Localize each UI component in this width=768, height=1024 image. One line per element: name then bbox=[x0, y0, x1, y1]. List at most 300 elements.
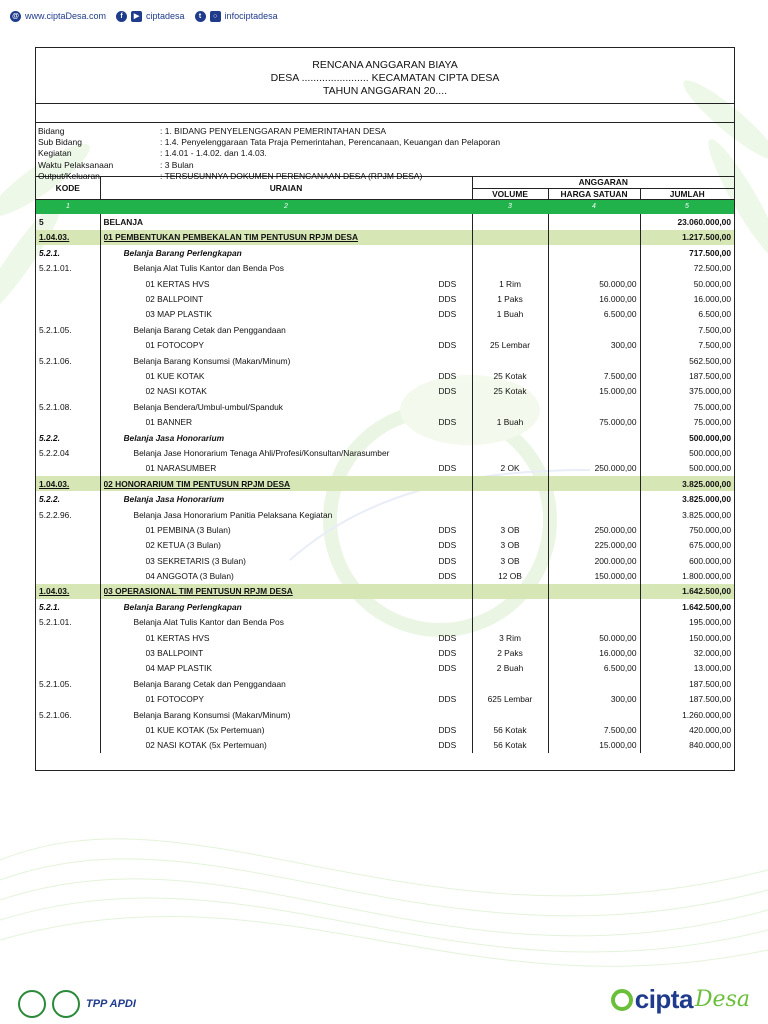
table-row bbox=[36, 722, 734, 737]
cell-jumlah: 840.000,00 bbox=[640, 738, 734, 753]
cell-uraian bbox=[100, 599, 472, 614]
cell-kode: 5.2.1.01. bbox=[39, 617, 72, 628]
cell-volume bbox=[472, 245, 548, 260]
cell-uraian bbox=[100, 630, 472, 645]
cell-volume bbox=[472, 445, 548, 460]
cell-harga: 250.000,00 bbox=[548, 461, 640, 476]
cell-uraian bbox=[100, 276, 472, 291]
cell-kode: 5.2.2. bbox=[39, 494, 60, 505]
cell-jumlah: 16.000,00 bbox=[640, 291, 734, 306]
cell-uraian bbox=[100, 522, 472, 537]
cell-harga: 16.000,00 bbox=[548, 645, 640, 660]
cell-harga: 50.000,00 bbox=[548, 630, 640, 645]
cell-harga: 300,00 bbox=[548, 692, 640, 707]
table-row bbox=[36, 599, 734, 614]
uraian-text: Belanja Barang Perlengkapan bbox=[123, 601, 242, 612]
header-village: DESA ....................... KECAMATAN CIPTA DESA bbox=[270, 72, 500, 84]
cell-uraian bbox=[100, 430, 472, 445]
cell-harga bbox=[548, 707, 640, 722]
table-row bbox=[36, 707, 734, 722]
info-value: : 1.4.01 - 1.4.02. dan 1.4.03. bbox=[160, 148, 267, 159]
cell-jumlah: 420.000,00 bbox=[640, 722, 734, 737]
cell-uraian bbox=[100, 353, 472, 368]
cell-uraian bbox=[100, 291, 472, 306]
cell-uraian bbox=[100, 645, 472, 660]
funding-source: DDS bbox=[438, 386, 457, 397]
cell-volume: 56 Kotak bbox=[472, 738, 548, 753]
budget-table bbox=[36, 177, 734, 753]
cell-kode bbox=[36, 522, 100, 537]
cell-uraian bbox=[100, 707, 472, 722]
social-links-bar bbox=[10, 9, 284, 23]
uraian-text: 04 ANGGOTA (3 Bulan) bbox=[145, 571, 234, 582]
cell-harga bbox=[548, 507, 640, 522]
leaf-icon bbox=[611, 989, 633, 1011]
cell-volume: 56 Kotak bbox=[472, 722, 548, 737]
uraian-text: 01 PEMBENTUKAN PEMBEKALAN TIM PENTUSUN RPJM DESA bbox=[103, 232, 359, 243]
cell-harga: 250.000,00 bbox=[548, 522, 640, 537]
cell-harga bbox=[548, 430, 640, 445]
funding-source: DDS bbox=[438, 309, 457, 320]
cell-kode bbox=[36, 307, 100, 322]
cell-kode bbox=[36, 461, 100, 476]
uraian-text: 01 BANNER bbox=[145, 417, 193, 428]
cell-jumlah: 600.000,00 bbox=[640, 553, 734, 568]
cell-uraian bbox=[100, 214, 472, 229]
cell-volume bbox=[472, 707, 548, 722]
cell-jumlah: 75.000,00 bbox=[640, 399, 734, 414]
partner-logos bbox=[18, 990, 136, 1018]
cell-uraian bbox=[100, 414, 472, 429]
cell-jumlah: 75.000,00 bbox=[640, 414, 734, 429]
cell-volume bbox=[472, 353, 548, 368]
uraian-text: 01 FOTOCOPY bbox=[145, 694, 204, 705]
uraian-text: Belanja Bendera/Umbul-umbul/Spanduk bbox=[133, 401, 283, 412]
cell-jumlah: 1.800.000,00 bbox=[640, 568, 734, 583]
col-volume: VOLUME bbox=[472, 188, 548, 199]
funding-source: DDS bbox=[438, 555, 457, 566]
funding-source: DDS bbox=[438, 632, 457, 643]
cell-kode bbox=[36, 692, 100, 707]
info-key: Bidang bbox=[38, 126, 65, 136]
cell-harga bbox=[548, 245, 640, 260]
funding-source: DDS bbox=[438, 524, 457, 535]
cell-uraian bbox=[100, 338, 472, 353]
cell-jumlah: 500.000,00 bbox=[640, 430, 734, 445]
funding-source bbox=[439, 263, 469, 273]
cell-volume: 1 Buah bbox=[472, 414, 548, 429]
table-row bbox=[36, 338, 734, 353]
funding-source bbox=[439, 402, 469, 412]
table-row bbox=[36, 384, 734, 399]
cell-harga bbox=[548, 676, 640, 691]
uraian-text: Belanja Barang Cetak dan Penggandaan bbox=[133, 324, 286, 335]
cell-harga: 7.500,00 bbox=[548, 722, 640, 737]
cell-volume: 1 Rim bbox=[472, 276, 548, 291]
table-row bbox=[36, 430, 734, 445]
cell-harga: 200.000,00 bbox=[548, 553, 640, 568]
cell-kode bbox=[36, 291, 100, 306]
cell-uraian bbox=[100, 738, 472, 753]
funding-source: DDS bbox=[438, 648, 457, 659]
cell-jumlah: 7.500,00 bbox=[640, 338, 734, 353]
funding-source: DDS bbox=[438, 340, 457, 351]
col-index: 5 bbox=[640, 199, 734, 214]
uraian-text: 01 NARASUMBER bbox=[145, 463, 217, 474]
uraian-text: 04 MAP PLASTIK bbox=[145, 663, 212, 674]
cell-volume bbox=[472, 584, 548, 599]
info-row bbox=[38, 160, 734, 171]
cell-volume: 625 Lembar bbox=[472, 692, 548, 707]
cell-kode bbox=[36, 368, 100, 383]
funding-source: DDS bbox=[438, 740, 457, 751]
cell-kode bbox=[36, 722, 100, 737]
info-key: Kegiatan bbox=[38, 148, 72, 159]
cell-harga: 15.000,00 bbox=[548, 738, 640, 753]
cell-uraian bbox=[100, 676, 472, 691]
cell-kode: 5.2.2. bbox=[39, 432, 60, 443]
info-key: Output/Keluaran bbox=[38, 170, 100, 181]
cell-volume bbox=[472, 322, 548, 337]
cell-volume: 3 OB bbox=[472, 538, 548, 553]
cell-harga bbox=[548, 615, 640, 630]
cell-jumlah: 187.500,00 bbox=[640, 368, 734, 383]
government-seal-icon bbox=[18, 990, 46, 1018]
table-row bbox=[36, 291, 734, 306]
cell-uraian bbox=[100, 661, 472, 676]
cell-kode bbox=[36, 338, 100, 353]
uraian-text: Belanja Jase Honorarium Tenaga Ahli/Profesi/Konsultan/Narasumber bbox=[133, 447, 390, 458]
funding-source: DDS bbox=[438, 294, 457, 305]
twitter-icon[interactable]: t bbox=[195, 11, 206, 22]
uraian-text: Belanja Barang Perlengkapan bbox=[123, 247, 242, 258]
cell-kode: 5.2.1.06. bbox=[39, 709, 72, 720]
cell-kode: 1.04.03. bbox=[36, 476, 100, 491]
cell-kode: 1.04.03. bbox=[36, 230, 100, 245]
uraian-text: Belanja Barang Cetak dan Penggandaan bbox=[133, 678, 286, 689]
cell-harga: 15.000,00 bbox=[548, 384, 640, 399]
cell-volume bbox=[472, 430, 548, 445]
cell-kode bbox=[36, 630, 100, 645]
funding-source bbox=[439, 479, 469, 489]
info-key: Waktu Pelaksanaan bbox=[38, 159, 114, 170]
cell-jumlah: 675.000,00 bbox=[640, 538, 734, 553]
info-row bbox=[38, 171, 734, 182]
cell-kode: 5.2.1.06. bbox=[39, 355, 72, 366]
col-index: 2 bbox=[100, 199, 472, 214]
document-header bbox=[36, 48, 734, 104]
cell-jumlah: 6.500,00 bbox=[640, 307, 734, 322]
cell-volume: 2 OK bbox=[472, 461, 548, 476]
uraian-text: Belanja Alat Tulis Kantor dan Benda Pos bbox=[133, 263, 284, 274]
cell-harga bbox=[548, 599, 640, 614]
cell-kode bbox=[36, 538, 100, 553]
table-row bbox=[36, 476, 734, 491]
table-row bbox=[36, 245, 734, 260]
cell-uraian bbox=[100, 507, 472, 522]
cell-volume bbox=[472, 399, 548, 414]
table-row bbox=[36, 230, 734, 245]
uraian-text: 01 KUE KOTAK bbox=[145, 370, 205, 381]
cell-jumlah: 750.000,00 bbox=[640, 522, 734, 537]
cell-jumlah: 1.642.500,00 bbox=[640, 599, 734, 614]
table-row bbox=[36, 676, 734, 691]
cell-uraian bbox=[100, 368, 472, 383]
cell-kode bbox=[36, 276, 100, 291]
funding-source bbox=[439, 248, 469, 258]
table-row bbox=[36, 568, 734, 583]
cell-volume: 12 OB bbox=[472, 568, 548, 583]
instagram-icon[interactable]: ○ bbox=[210, 11, 221, 22]
col-anggaran: ANGGARAN bbox=[472, 177, 734, 188]
funding-source bbox=[439, 433, 469, 443]
cell-uraian bbox=[100, 322, 472, 337]
cell-uraian bbox=[100, 307, 472, 322]
col-index: 1 bbox=[36, 199, 100, 214]
cell-harga: 225.000,00 bbox=[548, 538, 640, 553]
uraian-text: 03 OPERASIONAL TIM PENTUSUN RPJM DESA bbox=[103, 586, 293, 597]
funding-source bbox=[439, 617, 469, 627]
info-row bbox=[38, 137, 734, 148]
cell-kode: 1.04.03. bbox=[36, 584, 100, 599]
cell-volume bbox=[472, 214, 548, 229]
cell-uraian bbox=[100, 615, 472, 630]
cell-kode: 5.2.1.08. bbox=[39, 401, 72, 412]
cell-kode: 5.2.1.01. bbox=[39, 263, 72, 274]
brand-word: cipta bbox=[634, 984, 693, 1014]
cell-harga: 75.000,00 bbox=[548, 414, 640, 429]
funding-source: DDS bbox=[438, 724, 457, 735]
table-row bbox=[36, 307, 734, 322]
cell-volume: 2 Buah bbox=[472, 661, 548, 676]
funding-source: DDS bbox=[438, 463, 457, 474]
col-uraian: URAIAN bbox=[100, 177, 472, 199]
uraian-text: 01 KERTAS HVS bbox=[145, 632, 210, 643]
info-key: Sub Bidang bbox=[38, 137, 82, 148]
cell-jumlah: 7.500,00 bbox=[640, 322, 734, 337]
cell-volume bbox=[472, 599, 548, 614]
table-row bbox=[36, 522, 734, 537]
cell-jumlah: 3.825.000,00 bbox=[640, 476, 734, 491]
table-row bbox=[36, 692, 734, 707]
cell-uraian bbox=[100, 461, 472, 476]
table-row bbox=[36, 507, 734, 522]
uraian-text: 02 KETUA (3 Bulan) bbox=[145, 540, 221, 551]
cell-volume: 1 Buah bbox=[472, 307, 548, 322]
uraian-text: Belanja Barang Konsumsi (Makan/Minum) bbox=[133, 355, 291, 366]
cell-volume: 3 Rim bbox=[472, 630, 548, 645]
cell-volume: 3 OB bbox=[472, 522, 548, 537]
cell-jumlah: 562.500,00 bbox=[640, 353, 734, 368]
brand-desa: Desa bbox=[694, 987, 750, 1012]
rab-document bbox=[35, 47, 735, 771]
funding-source: DDS bbox=[438, 540, 457, 551]
info-value: : 3 Bulan bbox=[160, 159, 194, 170]
uraian-text: 02 NASI KOTAK bbox=[145, 386, 207, 397]
cell-volume bbox=[472, 476, 548, 491]
cell-jumlah: 1.260.000,00 bbox=[640, 707, 734, 722]
cell-volume bbox=[472, 491, 548, 506]
cell-harga bbox=[548, 353, 640, 368]
table-row bbox=[36, 414, 734, 429]
uraian-text: 02 NASI KOTAK (5x Pertemuan) bbox=[145, 740, 267, 751]
info-value: : TERSUSUNNYA DOKUMEN PERENCANAAN DESA (RPJM DESA) bbox=[160, 170, 423, 181]
cell-jumlah: 13.000,00 bbox=[640, 661, 734, 676]
table-row bbox=[36, 353, 734, 368]
cell-kode bbox=[36, 414, 100, 429]
header-year: TAHUN ANGGARAN 20.... bbox=[322, 85, 448, 97]
facebook-handle[interactable]: ciptadesa bbox=[146, 11, 185, 21]
cell-kode: 5.2.1. bbox=[39, 247, 60, 258]
cell-jumlah: 187.500,00 bbox=[640, 676, 734, 691]
cell-harga: 150.000,00 bbox=[548, 568, 640, 583]
cell-kode: 5 bbox=[39, 217, 44, 228]
cell-uraian bbox=[100, 245, 472, 260]
youtube-icon[interactable]: ▶ bbox=[131, 11, 142, 22]
header-spacer bbox=[36, 104, 734, 123]
globe-icon: @ bbox=[10, 11, 21, 22]
cell-volume: 25 Kotak bbox=[472, 384, 548, 399]
table-row bbox=[36, 538, 734, 553]
cell-uraian bbox=[100, 230, 472, 245]
uraian-text: 01 KERTAS HVS bbox=[145, 278, 210, 289]
table-row bbox=[36, 615, 734, 630]
col-index: 4 bbox=[548, 199, 640, 214]
uraian-text: 01 PEMBINA (3 Bulan) bbox=[145, 524, 231, 535]
cell-uraian bbox=[100, 399, 472, 414]
funding-source bbox=[439, 356, 469, 366]
table-row bbox=[36, 322, 734, 337]
table-row bbox=[36, 630, 734, 645]
cell-jumlah: 3.825.000,00 bbox=[640, 491, 734, 506]
cell-uraian bbox=[100, 692, 472, 707]
facebook-icon[interactable]: f bbox=[116, 11, 127, 22]
uraian-text: 02 BALLPOINT bbox=[145, 294, 204, 305]
cell-jumlah: 3.825.000,00 bbox=[640, 507, 734, 522]
funding-source bbox=[439, 448, 469, 458]
cell-uraian bbox=[100, 445, 472, 460]
col-harga: HARGA SATUAN bbox=[548, 188, 640, 199]
cell-harga bbox=[548, 476, 640, 491]
uraian-text: 03 MAP PLASTIK bbox=[145, 309, 212, 320]
funding-source bbox=[439, 494, 469, 504]
cell-harga bbox=[548, 322, 640, 337]
table-row bbox=[36, 445, 734, 460]
table-row bbox=[36, 645, 734, 660]
cell-volume: 3 OB bbox=[472, 553, 548, 568]
cell-harga bbox=[548, 445, 640, 460]
cell-harga bbox=[548, 261, 640, 276]
table-row bbox=[36, 584, 734, 599]
column-index-row bbox=[36, 199, 734, 214]
cell-volume: 2 Paks bbox=[472, 645, 548, 660]
funding-source bbox=[439, 325, 469, 335]
social-handle[interactable]: infociptadesa bbox=[224, 11, 278, 21]
cell-harga bbox=[548, 584, 640, 599]
uraian-text: 01 KUE KOTAK (5x Pertemuan) bbox=[145, 724, 265, 735]
cell-harga: 6.500,00 bbox=[548, 661, 640, 676]
cell-harga bbox=[548, 399, 640, 414]
uraian-text: Belanja Jasa Honorarium bbox=[123, 432, 225, 443]
funding-source bbox=[439, 586, 469, 596]
col-jumlah: JUMLAH bbox=[640, 188, 734, 199]
cell-harga bbox=[548, 230, 640, 245]
uraian-text: BELANJA bbox=[103, 217, 144, 228]
cell-volume bbox=[472, 615, 548, 630]
info-row bbox=[38, 148, 734, 159]
table-row bbox=[36, 553, 734, 568]
cell-volume bbox=[472, 676, 548, 691]
cell-jumlah: 1.217.500,00 bbox=[640, 230, 734, 245]
cell-harga: 16.000,00 bbox=[548, 291, 640, 306]
funding-source bbox=[439, 679, 469, 689]
cell-jumlah: 500.000,00 bbox=[640, 461, 734, 476]
table-row bbox=[36, 214, 734, 229]
website-link[interactable]: www.ciptaDesa.com bbox=[25, 11, 107, 21]
cell-jumlah: 150.000,00 bbox=[640, 630, 734, 645]
cell-uraian bbox=[100, 261, 472, 276]
funding-source bbox=[439, 232, 469, 242]
table-row bbox=[36, 261, 734, 276]
funding-source: DDS bbox=[438, 694, 457, 705]
funding-source: DDS bbox=[438, 571, 457, 582]
cell-volume: 25 Kotak bbox=[472, 368, 548, 383]
cell-jumlah: 500.000,00 bbox=[640, 445, 734, 460]
uraian-text: 01 FOTOCOPY bbox=[145, 340, 204, 351]
cell-kode bbox=[36, 738, 100, 753]
funding-source: DDS bbox=[438, 370, 457, 381]
funding-source bbox=[439, 710, 469, 720]
cell-uraian bbox=[100, 553, 472, 568]
table-row bbox=[36, 399, 734, 414]
funding-source bbox=[439, 602, 469, 612]
cell-uraian bbox=[100, 568, 472, 583]
uraian-text: 03 SEKRETARIS (3 Bulan) bbox=[145, 555, 246, 566]
cell-uraian bbox=[100, 584, 472, 599]
cell-volume bbox=[472, 507, 548, 522]
cell-kode: 5.2.2.04 bbox=[39, 447, 70, 458]
cell-jumlah: 23.060.000,00 bbox=[640, 214, 734, 229]
cell-kode bbox=[36, 645, 100, 660]
cell-jumlah: 72.500,00 bbox=[640, 261, 734, 276]
info-value: : 1.4. Penyelenggaraan Tata Praja Pemerintahan, Perencanaan, Keuangan dan Pelaporan bbox=[160, 137, 501, 148]
cell-kode: 5.2.2.96. bbox=[39, 509, 72, 520]
col-index: 3 bbox=[472, 199, 548, 214]
cell-kode bbox=[36, 568, 100, 583]
cell-jumlah: 1.642.500,00 bbox=[640, 584, 734, 599]
cell-jumlah: 717.500,00 bbox=[640, 245, 734, 260]
info-value: : 1. BIDANG PENYELENGGARAN PEMERINTAHAN DESA bbox=[160, 126, 387, 136]
uraian-text: 02 HONORARIUM TIM PENTUSUN RPJM DESA bbox=[103, 478, 291, 489]
info-row bbox=[38, 126, 734, 137]
cell-harga: 50.000,00 bbox=[548, 276, 640, 291]
cell-harga: 6.500,00 bbox=[548, 307, 640, 322]
cell-volume bbox=[472, 230, 548, 245]
cell-kode bbox=[36, 661, 100, 676]
activity-info bbox=[36, 123, 734, 181]
cell-harga: 300,00 bbox=[548, 338, 640, 353]
cell-uraian bbox=[100, 491, 472, 506]
cell-jumlah: 32.000,00 bbox=[640, 645, 734, 660]
col-kode: KODE bbox=[36, 177, 100, 199]
uraian-text: Belanja Barang Konsumsi (Makan/Minum) bbox=[133, 709, 291, 720]
cell-uraian bbox=[100, 476, 472, 491]
uraian-text: Belanja Jasa Honorarium bbox=[123, 494, 225, 505]
cell-volume: 1 Paks bbox=[472, 291, 548, 306]
uraian-text: Belanja Alat Tulis Kantor dan Benda Pos bbox=[133, 617, 284, 628]
table-row bbox=[36, 368, 734, 383]
cell-volume bbox=[472, 261, 548, 276]
